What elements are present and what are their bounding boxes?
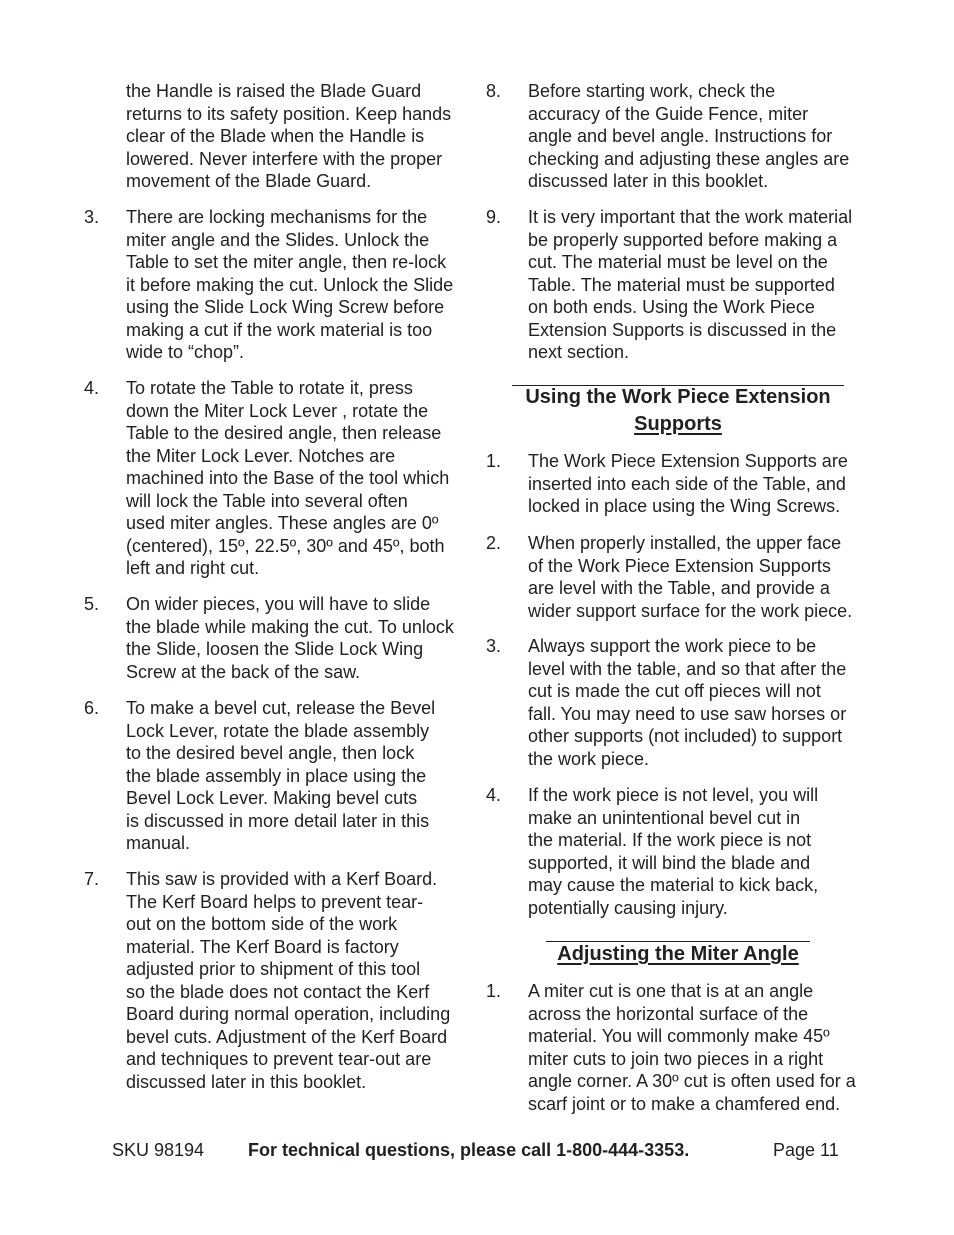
list-number: 5. — [84, 594, 100, 614]
list-item-text: This saw is provided with a Kerf Board. The Kerf Board helps to prevent tear- out on the bottom side of the work material. The Kerf Board is factory adjusted prior to shipment of this tool so the blade does not contact the Kerf Board during normal operation, including bevel cuts. Adjustment of the Kerf Board and techniques to prevent tear-out are discussed later in this booklet. — [126, 869, 451, 1092]
list-item-text: There are locking mechanisms for the miter angle and the Slides. Unlock the Table to set the miter angle, then re-lock it before making the cut. Unlock the Slide using the Slide Lock Wing Screw before making a cut if the work material is too wide to “chop”. — [126, 207, 454, 362]
section-heading-extension: Using the Work Piece Extension Supports — [525, 386, 831, 435]
list-item-text: A miter cut is one that is at an angle across the horizontal surface of the material. You will commonly make 45º miter cuts to join two pieces in a right angle corner. A 30º cut is often used for a scarf joint or to make a chamfered end. — [528, 981, 856, 1114]
list-number: 7. — [84, 869, 100, 889]
list-number: 1. — [486, 451, 502, 471]
list-number: 4. — [486, 785, 502, 805]
list-number: 9. — [486, 207, 502, 227]
list-item-text: When properly installed, the upper face of the Work Piece Extension Supports are level with the Table, and provide a wider support surface for the work piece. — [528, 533, 853, 621]
list-item-text: To rotate the Table to rotate it, press down the Miter Lock Lever , rotate the Table to the desired angle, then release the Miter Lock Lever. Notches are machined into the Base of the tool which will lock the Table into several often used miter angles. These angles are 0º (centered), 15º, 22.5º, 30º and 45º, both left and right cut. — [126, 378, 450, 578]
list-item-text: It is very important that the work material be properly supported before making a cut. The material must be level on the Table. The material must be supported on both ends. Using the Work Piece Extension Supports is discussed in the next section. — [528, 207, 853, 362]
list-item-text: To make a bevel cut, release the Bevel Lock Lever, rotate the blade assembly to the desired bevel angle, then lock the blade assembly in place using the Bevel Lock Lever. Making bevel cuts is discussed in more detail later in this manual. — [126, 698, 436, 853]
section-heading-miter: Adjusting the Miter Angle — [557, 943, 799, 965]
footer-sku: SKU 98194 — [112, 1140, 205, 1160]
list-number: 3. — [84, 207, 100, 227]
list-number: 6. — [84, 698, 100, 718]
list-item-text: Always support the work piece to be level with the table, and so that after the cut is made the cut off pieces will not fall. You may need to use saw horses or other supports (not included) to support the work piece. — [528, 636, 847, 769]
list-item-text: On wider pieces, you will have to slide the blade while making the cut. To unlock the Slide, loosen the Slide Lock Wing Screw at the back of the saw. — [126, 594, 454, 682]
list-number: 3. — [486, 636, 502, 656]
list-item-text: Before starting work, check the accuracy of the Guide Fence, miter angle and bevel angle. Instructions for checking and adjusting these angles are discussed later in this booklet. — [528, 81, 850, 191]
list-item-text: The Work Piece Extension Supports are inserted into each side of the Table, and locked in place using the Wing Screws. — [528, 451, 848, 516]
footer-support-phone: For technical questions, please call 1-800-444-3353. — [248, 1140, 690, 1160]
continuation-paragraph: the Handle is raised the Blade Guard returns to its safety position. Keep hands clear of the Blade when the Handle is lowered. Never interfere with the proper movement of the Blade Guard. — [126, 81, 452, 191]
list-number: 2. — [486, 533, 502, 553]
footer-page-number: Page 11 — [773, 1140, 839, 1160]
list-number: 1. — [486, 981, 502, 1001]
list-item-text: If the work piece is not level, you will make an unintentional bevel cut in the material. If the work piece is not supported, it will bind the blade and may cause the material to kick back, potentially causing injury. — [528, 785, 819, 918]
list-number: 8. — [486, 81, 502, 101]
list-number: 4. — [84, 378, 100, 398]
